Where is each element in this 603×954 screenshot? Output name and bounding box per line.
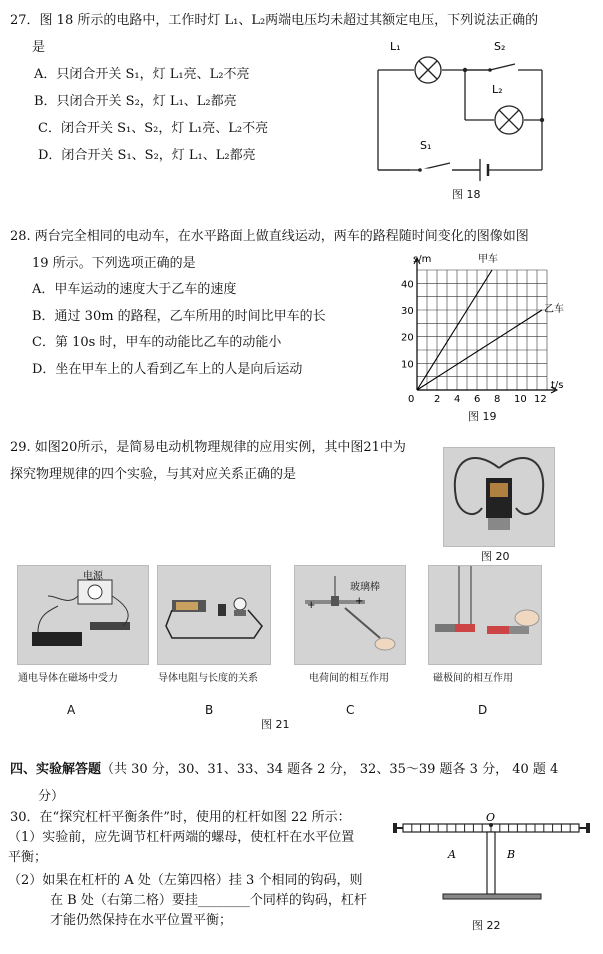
- q30-p2a: （2）如果在杠杆的 A 处（左第四格）挂 3 个相同的钩码，则: [8, 873, 363, 888]
- fig19-label: 图 19: [468, 410, 497, 423]
- x-tick-label: 6: [474, 394, 481, 405]
- section-heading-line: [10, 762, 558, 778]
- q30-p1b: 平衡；: [8, 850, 48, 865]
- letter-b: B: [205, 703, 214, 717]
- fig18-label: 图 18: [452, 188, 481, 201]
- section-title: 四、实验解答题: [10, 762, 102, 777]
- y-tick-label: 10: [401, 359, 414, 371]
- q28-option-c: C．第 10s 时，甲车的动能比乙车的动能小: [32, 335, 282, 350]
- label-l2: L₂: [492, 83, 503, 96]
- q28-stem: 28. 两台完全相同的电动车，在水平路面上做直线运动，两车的路程随时间变化的图像如图: [10, 229, 529, 244]
- q30-p2c: 才能仍然保持在水平位置平衡；: [50, 913, 233, 928]
- q30-p2b: 在 B 处（右第二格）要挂________个同样的钩码，杠杆: [50, 893, 367, 908]
- q27-stem-cont: 是: [32, 40, 46, 55]
- fig20-label: 图 20: [481, 550, 510, 563]
- q30-p1a: （1）实验前，应先调节杠杆两端的螺母，使杠杆在水平位置: [8, 830, 355, 845]
- letter-c: C: [346, 703, 355, 717]
- letter-a: A: [67, 703, 76, 717]
- label-l1: L₁: [390, 40, 401, 53]
- y-tick-label: 40: [401, 279, 414, 291]
- y-tick-label: 20: [401, 332, 414, 344]
- q29-stem-cont: 探究物理规律的四个实验，与其对应关系正确的是: [10, 467, 297, 482]
- q28-option-d: D．坐在甲车上的人看到乙车上的人是向后运动: [32, 362, 303, 377]
- x-tick-label: 2: [434, 394, 441, 405]
- experiment-b-photo: [157, 565, 271, 665]
- q27-stem: 27．图 18 所示的电路中，工作时灯 L₁、L₂两端电压均未超过其额定电压，下列说法正确的: [10, 13, 539, 28]
- caption-b: 导体电阻与长度的关系: [158, 673, 258, 684]
- q28-stem-cont: 19 所示。下列选项正确的是: [32, 256, 196, 271]
- experiment-d-photo: [428, 565, 542, 665]
- x-tick-label: 8: [494, 394, 501, 405]
- label-s2: S₂: [494, 40, 506, 53]
- x-tick-label: 12: [534, 394, 547, 405]
- power-label: 电源: [83, 571, 103, 582]
- motor-photo: [443, 447, 555, 547]
- series-label: 乙车: [544, 304, 564, 315]
- y-axis-label: s/m: [413, 254, 432, 265]
- fig22-label: 图 22: [472, 919, 501, 932]
- x-tick-label: 0: [408, 394, 415, 405]
- q27-option-d: D．闭合开关 S₁、S₂，灯 L₁、L₂都亮: [38, 148, 256, 163]
- series-label: 甲车: [478, 254, 498, 265]
- lever-diagram: [393, 808, 593, 908]
- caption-d: 磁极间的相互作用: [433, 673, 513, 684]
- fig21-label: 图 21: [261, 718, 290, 731]
- letter-d: D: [478, 703, 488, 717]
- caption-a: 通电导体在磁场中受力: [18, 673, 118, 684]
- y-tick-label: 30: [401, 306, 414, 317]
- label-s1: S₁: [420, 139, 432, 152]
- q27-option-c: C．闭合开关 S₁、S₂，灯 L₁亮、L₂不亮: [38, 121, 269, 136]
- svg-text:+: +: [355, 596, 364, 607]
- svg-text:+: +: [307, 600, 316, 611]
- distance-time-chart: [395, 250, 580, 410]
- caption-c: 电荷间的相互作用: [309, 673, 389, 684]
- series-line: [417, 270, 492, 390]
- q28-option-a: A．甲车运动的速度大于乙车的速度: [32, 282, 237, 297]
- point-b-label: B: [507, 848, 516, 861]
- section-desc-cont: 分）: [38, 789, 65, 804]
- section-desc: （共 30 分，30、31、33、34 题各 2 分， 32、35～39 题各 3 分， 40 题 4: [101, 762, 559, 777]
- glass-rod-label: 玻璃棒: [350, 582, 380, 593]
- x-tick-label: 10: [514, 394, 527, 405]
- pivot-label: O: [486, 811, 496, 824]
- x-tick-label: 4: [454, 394, 461, 405]
- q27-option-a: A．只闭合开关 S₁，灯 L₁亮、L₂不亮: [34, 67, 250, 82]
- q29-stem: 29. 如图20所示，是简易电动机物理规律的应用实例，其中图21中为: [10, 440, 406, 455]
- q28-option-b: B．通过 30m 的路程，乙车所用的时间比甲车的长: [32, 309, 326, 324]
- q27-option-b: B．只闭合开关 S₂，灯 L₁、L₂都亮: [34, 94, 237, 109]
- q30-stem: 30．在“探究杠杆平衡条件”时，使用的杠杆如图 22 所示：: [10, 810, 351, 825]
- point-a-label: A: [448, 848, 456, 861]
- x-axis-label: t/s: [551, 380, 564, 391]
- circuit-diagram: [370, 35, 560, 185]
